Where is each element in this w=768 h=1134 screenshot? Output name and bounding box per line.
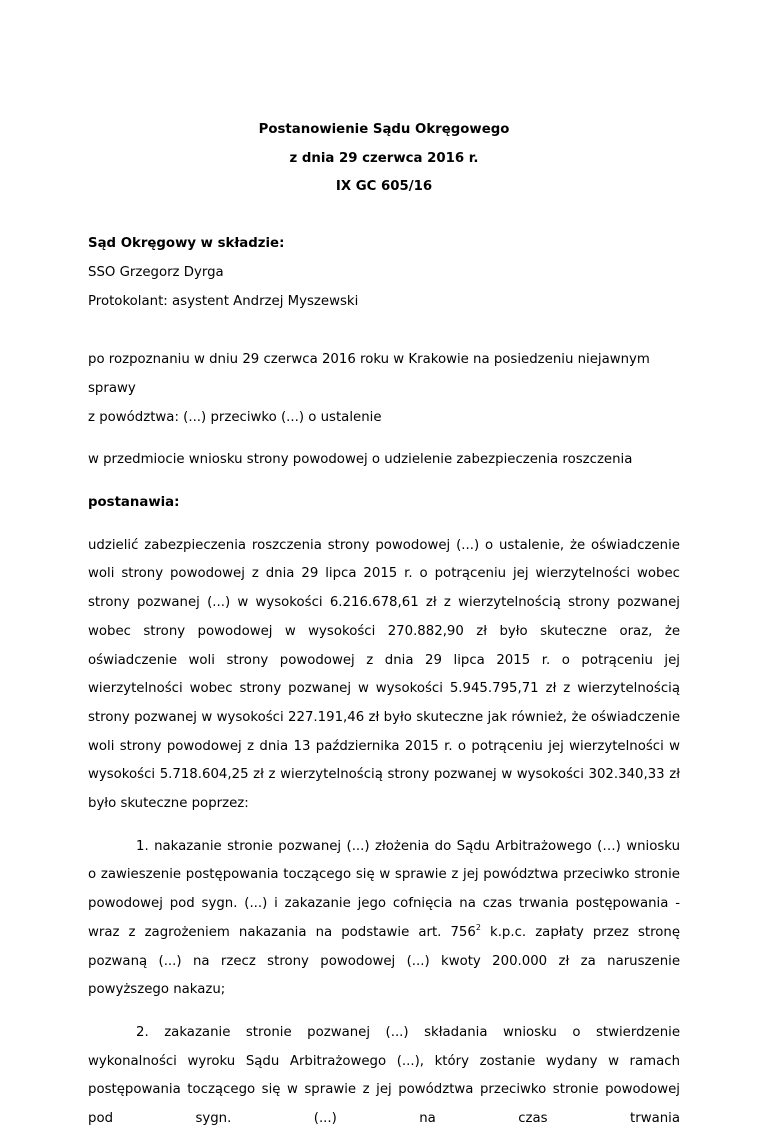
court-composition-label: Sąd Okręgowy w składzie: — [88, 236, 285, 252]
case-number: IX GC 605/16 — [335, 179, 433, 195]
point-1-superscript: 2 — [475, 922, 481, 932]
clerk-name: Protokolant: asystent Andrzej Myszewski — [88, 293, 359, 309]
point-1 — [88, 833, 680, 1005]
intro-line-1: po rozpoznaniu w dniu 29 czerwca 2016 roku w Krakowie na posiedzeniu niejawnym sprawy — [88, 352, 650, 396]
document-title: Postanowienie Sądu Okręgowego — [258, 122, 510, 137]
decision-label: postanawia: — [88, 495, 180, 511]
point-1-text-after: k.p.c. zapłaty przez stronę pozwaną (...) na rzecz strony powodowej (...) kwoty 200.000 zł za naruszenie powyższego nakazu; — [88, 924, 681, 998]
main-paragraph: udzielić zabezpieczenia roszczenia strony powodowej (...) o ustalenie, że oświadczenie woli strony powodowej z dnia 29 lipca 2015 r. o potrąceniu jej wierzytelności wobec strony pozwanej (...) w wysokości 6.216.678,61 zł z wierzytelnością strony pozwanej wobec strony powodowej w wysokości 270.882,90 zł było skuteczne oraz, że oświadczenie woli strony powodowej z dnia 29 lipca 2015 r. o potrąceniu jej wierzytelności wobec strony pozwanej w wysokości 5.945.795,71 zł z wierzytelnością strony pozwanej w wysokości 227.191,46 zł było skuteczne jak również, że oświadczenie woli strony powodowej z dnia 13 października 2015 r. o potrąceniu jej wierzytelności w wysokości 5.718.604,25 zł z wierzytelnością strony pozwanej w wysokości 302.340,33 zł było skuteczne poprzez: — [88, 537, 680, 812]
subject-line: w przedmiocie wniosku strony powodowej o udzielenie zabezpieczenia roszczenia — [88, 452, 633, 468]
intro-line-2: z powództwa: (...) przeciwko (...) o ustalenie — [88, 409, 382, 425]
document-date: z dnia 29 czerwca 2016 r. — [289, 150, 479, 166]
point-1-text-before: 1. nakazanie stronie pozwanej (...) złożenia do Sądu Arbitrażowego (…) wniosku o zawieszenie postępowania toczącego się w sprawie z jej powództwa przeciwko stronie powodowej pod sygn. (...) i zakazanie jego cofnięcia na czas trwania postępowania - wraz z zagrożeniem nakazania na podstawie art. 756 — [88, 838, 680, 940]
judge-name: SSO Grzegorz Dyrga — [88, 264, 224, 280]
point-2: 2. zakazanie stronie pozwanej (...) składania wniosku o stwierdzenie wykonalności wyroku Sądu Arbitrażowego (...), który zostanie wydany w ramach postępowania toczącego się w sprawie z jej powództwa przeciwko stronie powodowej pod sygn. (...) na czas trwania — [88, 1024, 680, 1127]
document-page — [88, 0, 680, 1134]
